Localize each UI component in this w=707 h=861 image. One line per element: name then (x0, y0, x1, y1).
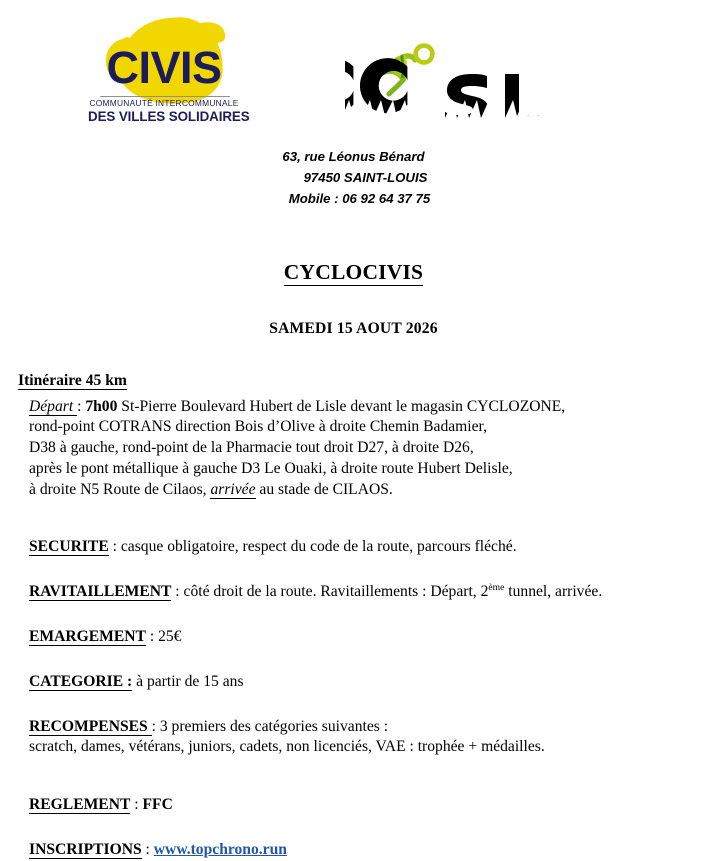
civis-tagline-secondary: DES VILLES SOLIDAIRES (88, 109, 250, 124)
itineraire-route-description (0, 397, 707, 501)
itineraire-line-5-post: au stade de CILAOS. (255, 480, 393, 498)
ccsl-logo-graphic (345, 38, 545, 126)
depart-label: Départ (29, 397, 78, 415)
section-heading-itineraire (0, 371, 707, 392)
depart-time: 7h00 (85, 397, 118, 415)
ravitaillement-body-post: tunnel, arrivée. (504, 583, 603, 601)
itineraire-line-3: D38 à gauche, rond-point de la Pharmacie tout droit D27, à droite D26, (29, 439, 474, 457)
section-emargement (0, 627, 707, 648)
reglement-heading: REGLEMENT (29, 796, 131, 814)
civis-wordmark: CIVIS (106, 42, 222, 93)
ravitaillement-heading: RAVITAILLEMENT (29, 583, 172, 601)
securite-body: : casque obligatoire, respect du code de la route, parcours fléché. (108, 538, 517, 556)
spacer (0, 758, 707, 795)
spacer (0, 816, 707, 840)
recompenses-heading: RECOMPENSES (29, 717, 152, 735)
securite-heading: SECURITE (29, 538, 109, 556)
page-title (0, 260, 707, 285)
recompenses-body: : 3 premiers des catégories suivantes : (151, 717, 389, 735)
spacer (0, 648, 707, 672)
itineraire-line-5-pre: à droite N5 Route de Cilaos, (29, 480, 211, 498)
section-ravitaillement (0, 582, 707, 603)
spacer (0, 603, 707, 627)
inscriptions-url-link[interactable]: www.topchrono.run (153, 841, 287, 859)
civis-tagline-primary: COMMUNAUTÉ INTERCOMMUNALE (89, 98, 239, 108)
ccsl-wordmark-graphic (345, 58, 541, 126)
address-street: 63, rue Léonus Bénard (282, 149, 425, 164)
page-title-text: CYCLOCIVIS (283, 260, 424, 284)
document-header (0, 0, 707, 140)
section-reglement (0, 795, 707, 816)
reglement-value: FFC (142, 796, 173, 814)
arrivee-label: arrivée (210, 480, 256, 498)
itineraire-line-4: après le pont métallique à gauche D3 Le Ouaki, à droite route Hubert Delisle, (29, 459, 513, 477)
ravitaillement-ordinal-suffix: ème (488, 582, 505, 594)
recompenses-categories: scratch, dames, vétérans, juniors, cadets, non licenciés, VAE : trophée + médailles. (29, 738, 545, 756)
civis-divider (100, 96, 230, 97)
emargement-heading: EMARGEMENT (29, 628, 146, 646)
ccsl-logo (345, 38, 545, 126)
contact-address-block (0, 146, 707, 209)
spacer (0, 500, 707, 537)
spacer (0, 693, 707, 717)
itineraire-line-2: rond-point COTRANS direction Bois d’Olive à droite Chemin Badamier, (29, 418, 488, 436)
section-inscriptions (0, 840, 707, 861)
ravitaillement-body-pre: : côté droit de la route. Ravitaillements : Départ, 2 (171, 583, 489, 601)
categorie-heading: CATEGORIE : (29, 672, 133, 690)
spacer (0, 558, 707, 582)
reglement-separator: : (130, 796, 143, 814)
inscriptions-heading: INSCRIPTIONS (29, 841, 142, 859)
categorie-body: à partir de 15 ans (132, 672, 244, 690)
address-city: 97450 SAINT-LOUIS (303, 170, 428, 185)
itineraire-line-1 (29, 397, 707, 418)
section-securite (0, 537, 707, 558)
itineraire-heading-text: Itinéraire 45 km (18, 372, 127, 389)
depart-separator: : (77, 397, 86, 415)
civis-logo (88, 18, 250, 126)
inscriptions-separator: : (141, 841, 154, 859)
section-categorie (0, 672, 707, 693)
emargement-body: : 25€ (145, 628, 182, 646)
itineraire-line-5 (29, 480, 707, 501)
itineraire-line-1-rest: St-Pierre Boulevard Hubert de Lisle devant le magasin CYCLOZONE, (117, 397, 566, 415)
address-mobile: Mobile : 06 92 64 37 75 (288, 191, 431, 206)
event-date: SAMEDI 15 AOUT 2026 (269, 320, 438, 337)
document-body (0, 371, 707, 861)
section-recompenses (0, 717, 707, 759)
